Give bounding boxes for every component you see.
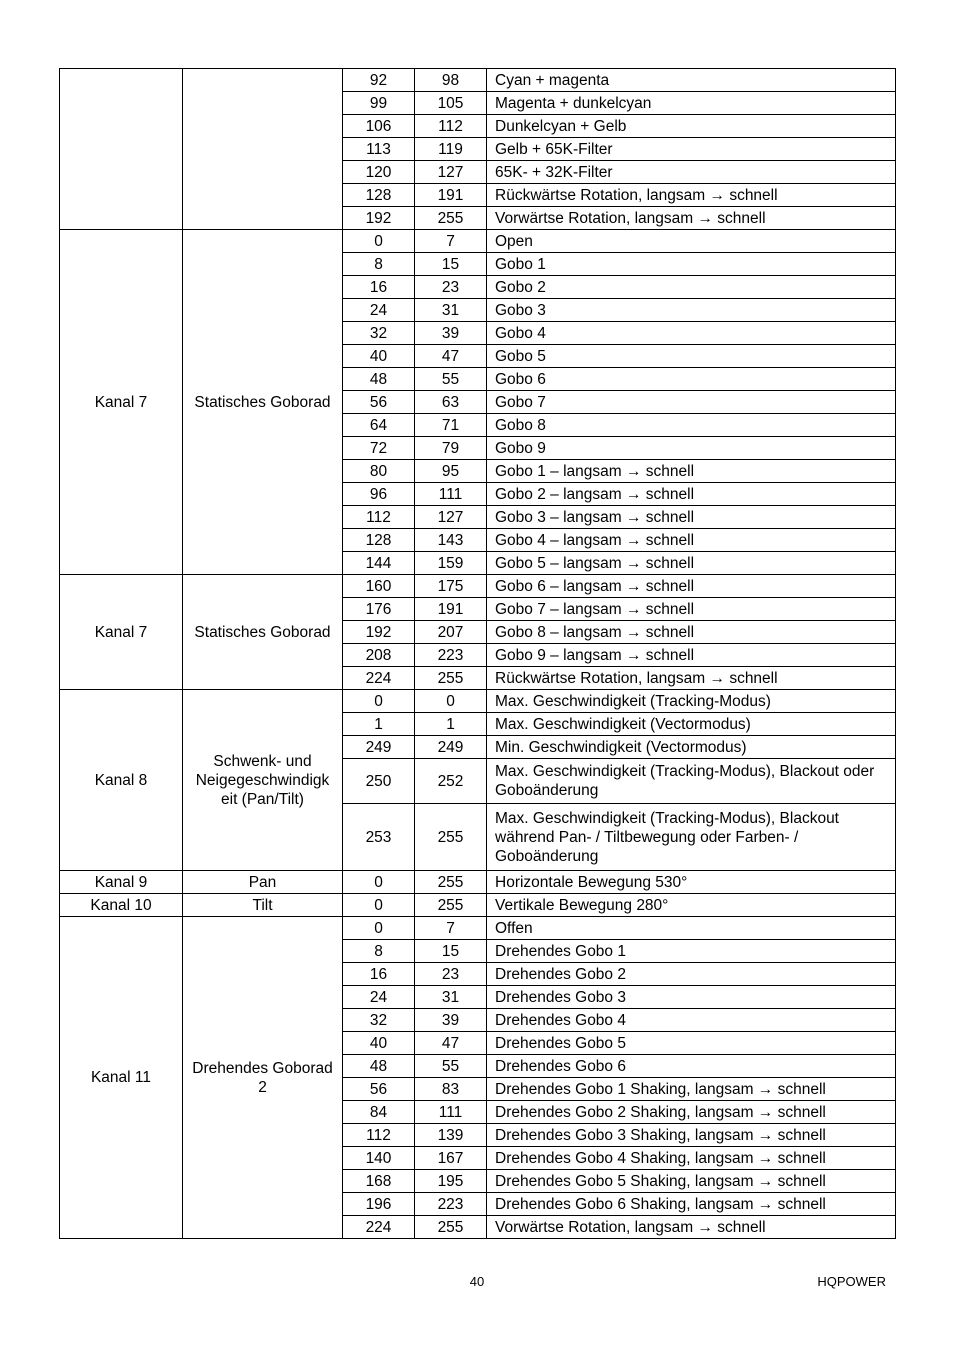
- range-end-cell: 159: [415, 552, 487, 575]
- range-end-cell: 127: [415, 506, 487, 529]
- range-start-cell: 168: [343, 1170, 415, 1193]
- range-end-cell: 31: [415, 299, 487, 322]
- function-cell: Pan: [183, 871, 343, 894]
- range-end-cell: 15: [415, 940, 487, 963]
- range-start-cell: 192: [343, 621, 415, 644]
- dmx-channel-table: [59, 68, 896, 1239]
- channel-cell: Kanal 7: [60, 575, 183, 690]
- range-start-cell: 24: [343, 299, 415, 322]
- range-start-cell: 249: [343, 736, 415, 759]
- description-cell: Drehendes Gobo 1: [487, 940, 896, 963]
- description-cell: Gobo 5: [487, 345, 896, 368]
- description-cell: Drehendes Gobo 4: [487, 1009, 896, 1032]
- range-start-cell: 224: [343, 667, 415, 690]
- description-cell: Gobo 9 – langsam → schnell: [487, 644, 896, 667]
- function-cell: Schwenk- und Neigegeschwindigk eit (Pan/Tilt): [183, 690, 343, 871]
- range-start-cell: 92: [343, 69, 415, 92]
- description-cell: Gobo 2 – langsam → schnell: [487, 483, 896, 506]
- range-start-cell: 96: [343, 483, 415, 506]
- description-cell: Dunkelcyan + Gelb: [487, 115, 896, 138]
- description-cell: Max. Geschwindigkeit (Tracking-Modus), Blackout oder Goboänderung: [487, 759, 896, 804]
- range-end-cell: 139: [415, 1124, 487, 1147]
- range-end-cell: 112: [415, 115, 487, 138]
- range-end-cell: 23: [415, 963, 487, 986]
- range-end-cell: 255: [415, 667, 487, 690]
- range-end-cell: 167: [415, 1147, 487, 1170]
- range-start-cell: 113: [343, 138, 415, 161]
- table-row: [60, 230, 896, 253]
- description-cell: Drehendes Gobo 5 Shaking, langsam → schnell: [487, 1170, 896, 1193]
- range-end-cell: 71: [415, 414, 487, 437]
- table-row: [60, 575, 896, 598]
- range-end-cell: 255: [415, 894, 487, 917]
- range-start-cell: 0: [343, 917, 415, 940]
- channel-cell: Kanal 9: [60, 871, 183, 894]
- function-cell: Statisches Goborad: [183, 230, 343, 575]
- range-start-cell: 253: [343, 804, 415, 871]
- page-number: 40: [469, 1274, 485, 1289]
- description-cell: Max. Geschwindigkeit (Vectormodus): [487, 713, 896, 736]
- range-start-cell: 106: [343, 115, 415, 138]
- range-end-cell: 0: [415, 690, 487, 713]
- description-cell: Gobo 6 – langsam → schnell: [487, 575, 896, 598]
- range-end-cell: 249: [415, 736, 487, 759]
- description-cell: Vertikale Bewegung 280°: [487, 894, 896, 917]
- description-cell: Gobo 6: [487, 368, 896, 391]
- channel-cell: Kanal 10: [60, 894, 183, 917]
- range-end-cell: 255: [415, 207, 487, 230]
- range-end-cell: 7: [415, 917, 487, 940]
- range-start-cell: 192: [343, 207, 415, 230]
- range-end-cell: 105: [415, 92, 487, 115]
- description-cell: Drehendes Gobo 4 Shaking, langsam → schnell: [487, 1147, 896, 1170]
- description-cell: Gobo 3 – langsam → schnell: [487, 506, 896, 529]
- range-start-cell: 112: [343, 1124, 415, 1147]
- description-cell: Gobo 2: [487, 276, 896, 299]
- range-end-cell: 255: [415, 804, 487, 871]
- description-cell: Drehendes Gobo 2: [487, 963, 896, 986]
- range-end-cell: 223: [415, 1193, 487, 1216]
- range-end-cell: 47: [415, 345, 487, 368]
- range-start-cell: 128: [343, 184, 415, 207]
- table-row: [60, 894, 896, 917]
- range-start-cell: 0: [343, 690, 415, 713]
- description-cell: Gobo 8 – langsam → schnell: [487, 621, 896, 644]
- range-end-cell: 98: [415, 69, 487, 92]
- table-row: [60, 871, 896, 894]
- channel-cell: [60, 69, 183, 230]
- description-cell: Gobo 4: [487, 322, 896, 345]
- range-start-cell: 84: [343, 1101, 415, 1124]
- range-start-cell: 0: [343, 894, 415, 917]
- channel-cell: Kanal 11: [60, 917, 183, 1239]
- description-cell: Gobo 8: [487, 414, 896, 437]
- range-end-cell: 191: [415, 598, 487, 621]
- range-end-cell: 55: [415, 1055, 487, 1078]
- range-start-cell: 224: [343, 1216, 415, 1239]
- range-end-cell: 39: [415, 322, 487, 345]
- range-end-cell: 255: [415, 871, 487, 894]
- range-start-cell: 32: [343, 322, 415, 345]
- range-start-cell: 8: [343, 940, 415, 963]
- description-cell: Offen: [487, 917, 896, 940]
- range-end-cell: 79: [415, 437, 487, 460]
- range-end-cell: 195: [415, 1170, 487, 1193]
- range-start-cell: 250: [343, 759, 415, 804]
- description-cell: 65K- + 32K-Filter: [487, 161, 896, 184]
- range-end-cell: 23: [415, 276, 487, 299]
- range-start-cell: 120: [343, 161, 415, 184]
- range-end-cell: 255: [415, 1216, 487, 1239]
- description-cell: Gobo 7 – langsam → schnell: [487, 598, 896, 621]
- range-start-cell: 64: [343, 414, 415, 437]
- range-start-cell: 196: [343, 1193, 415, 1216]
- range-start-cell: 56: [343, 1078, 415, 1101]
- table-row: [60, 69, 896, 92]
- description-cell: Magenta + dunkelcyan: [487, 92, 896, 115]
- range-start-cell: 144: [343, 552, 415, 575]
- range-start-cell: 140: [343, 1147, 415, 1170]
- description-cell: Gobo 9: [487, 437, 896, 460]
- range-start-cell: 40: [343, 1032, 415, 1055]
- range-start-cell: 112: [343, 506, 415, 529]
- range-end-cell: 191: [415, 184, 487, 207]
- range-end-cell: 111: [415, 483, 487, 506]
- range-end-cell: 39: [415, 1009, 487, 1032]
- range-start-cell: 56: [343, 391, 415, 414]
- range-end-cell: 143: [415, 529, 487, 552]
- range-end-cell: 47: [415, 1032, 487, 1055]
- range-end-cell: 111: [415, 1101, 487, 1124]
- description-cell: Drehendes Gobo 3: [487, 986, 896, 1009]
- range-end-cell: 175: [415, 575, 487, 598]
- description-cell: Gobo 1: [487, 253, 896, 276]
- description-cell: Min. Geschwindigkeit (Vectormodus): [487, 736, 896, 759]
- description-cell: Horizontale Bewegung 530°: [487, 871, 896, 894]
- range-start-cell: 8: [343, 253, 415, 276]
- range-end-cell: 252: [415, 759, 487, 804]
- description-cell: Gobo 4 – langsam → schnell: [487, 529, 896, 552]
- range-start-cell: 40: [343, 345, 415, 368]
- description-cell: Max. Geschwindigkeit (Tracking-Modus): [487, 690, 896, 713]
- range-start-cell: 72: [343, 437, 415, 460]
- range-end-cell: 7: [415, 230, 487, 253]
- range-start-cell: 80: [343, 460, 415, 483]
- function-cell: Tilt: [183, 894, 343, 917]
- range-start-cell: 48: [343, 368, 415, 391]
- range-start-cell: 24: [343, 986, 415, 1009]
- range-end-cell: 95: [415, 460, 487, 483]
- range-start-cell: 208: [343, 644, 415, 667]
- range-start-cell: 128: [343, 529, 415, 552]
- range-start-cell: 99: [343, 92, 415, 115]
- brand-name: HQPOWER: [817, 1274, 886, 1289]
- description-cell: Open: [487, 230, 896, 253]
- range-end-cell: 83: [415, 1078, 487, 1101]
- range-end-cell: 15: [415, 253, 487, 276]
- description-cell: Gobo 1 – langsam → schnell: [487, 460, 896, 483]
- range-start-cell: 0: [343, 871, 415, 894]
- description-cell: Rückwärtse Rotation, langsam → schnell: [487, 667, 896, 690]
- function-cell: Statisches Goborad: [183, 575, 343, 690]
- description-cell: Gelb + 65K-Filter: [487, 138, 896, 161]
- range-end-cell: 55: [415, 368, 487, 391]
- description-cell: Vorwärtse Rotation, langsam → schnell: [487, 1216, 896, 1239]
- description-cell: Gobo 3: [487, 299, 896, 322]
- range-start-cell: 32: [343, 1009, 415, 1032]
- range-start-cell: 0: [343, 230, 415, 253]
- function-cell: [183, 69, 343, 230]
- range-start-cell: 160: [343, 575, 415, 598]
- description-cell: Drehendes Gobo 5: [487, 1032, 896, 1055]
- table-row: [60, 917, 896, 940]
- range-end-cell: 63: [415, 391, 487, 414]
- dmx-table-body: [60, 69, 896, 1239]
- description-cell: Max. Geschwindigkeit (Tracking-Modus), Blackout während Pan- / Tiltbewegung oder Farben- / Goboänderung: [487, 804, 896, 871]
- range-end-cell: 31: [415, 986, 487, 1009]
- channel-cell: Kanal 8: [60, 690, 183, 871]
- description-cell: Drehendes Gobo 6 Shaking, langsam → schnell: [487, 1193, 896, 1216]
- description-cell: Drehendes Gobo 1 Shaking, langsam → schnell: [487, 1078, 896, 1101]
- range-end-cell: 207: [415, 621, 487, 644]
- range-end-cell: 119: [415, 138, 487, 161]
- function-cell: Drehendes Goborad 2: [183, 917, 343, 1239]
- description-cell: Drehendes Gobo 6: [487, 1055, 896, 1078]
- description-cell: Drehendes Gobo 2 Shaking, langsam → schnell: [487, 1101, 896, 1124]
- table-row: [60, 690, 896, 713]
- description-cell: Rückwärtse Rotation, langsam → schnell: [487, 184, 896, 207]
- range-start-cell: 1: [343, 713, 415, 736]
- description-cell: Cyan + magenta: [487, 69, 896, 92]
- range-end-cell: 127: [415, 161, 487, 184]
- description-cell: Gobo 5 – langsam → schnell: [487, 552, 896, 575]
- range-start-cell: 16: [343, 276, 415, 299]
- range-start-cell: 48: [343, 1055, 415, 1078]
- description-cell: Vorwärtse Rotation, langsam → schnell: [487, 207, 896, 230]
- channel-cell: Kanal 7: [60, 230, 183, 575]
- range-start-cell: 176: [343, 598, 415, 621]
- description-cell: Drehendes Gobo 3 Shaking, langsam → schnell: [487, 1124, 896, 1147]
- range-start-cell: 16: [343, 963, 415, 986]
- description-cell: Gobo 7: [487, 391, 896, 414]
- range-end-cell: 1: [415, 713, 487, 736]
- range-end-cell: 223: [415, 644, 487, 667]
